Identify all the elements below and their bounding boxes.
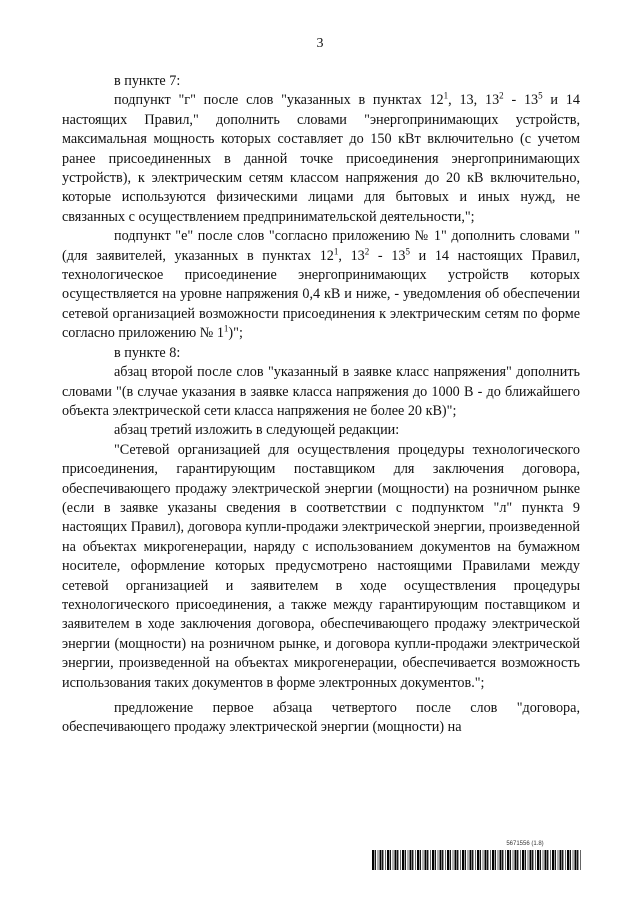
paragraph-abzac-fourth: предложение первое абзаца четвертого после слов "договора, обеспечивающего продажу электрической энергии (мощности) на bbox=[62, 700, 580, 736]
document-code: 5671556 (1.8) bbox=[506, 841, 544, 847]
paragraph-subpoint-e: подпункт "е" после слов "согласно приложению № 1" дополнить словами "(для заявителей, указанных в пунктах $12^1$, $13^2 - 13^5$ и 14 настоящих Правил, технологическое присоединение энергопринимающих устройств которых осуществляется на уровне напряжения 0,4 кВ и ниже, - уведомления об обеспечении сетевой организацией возможности присоединения к электрическим сетям по форме согласно приложению № $1^1$)"; bbox=[62, 228, 580, 342]
document-body bbox=[62, 72, 580, 738]
paragraph-subpoint-g: подпункт "г" после слов "указанных в пунктах $12^1$, 13, $13^2 - 13^5$ и 14 настоящих Правил," дополнить словами "энергопринимающих устройств, максимальная мощность которых составляет до 150 кВт включительно (с учетом ранее присоединенных в данной точке присоединения энергопринимающих устройств), к электрическим сетям классом напряжения до 20 кВ включительно, которые используются физическими лицами для бытовых и иных нужд, не связанных с осуществлением предпринимательской деятельности,"; bbox=[62, 90, 580, 225]
paragraph-abzac-second: абзац второй после слов "указанный в заявке класс напряжения" дополнить словами "(в случае указания в заявке класса напряжения до 1000 В - до ближайшего объекта электрической сети класса напряжения не более 20 кВ)"; bbox=[62, 364, 580, 419]
paragraph-p8-heading: в пункте 8: bbox=[114, 344, 181, 361]
page-number: 3 bbox=[316, 36, 324, 51]
paragraph-abzac-third-intro: абзац третий изложить в следующей редакции: bbox=[114, 422, 400, 439]
paragraph-new-wording: "Сетевой организацией для осуществления процедуры технологического присоединения, гарантирующим поставщиком для заключения договора, обеспечивающего продажу электрической энергии (мощности) на розничном рынке (если в заявке указаны сведения в соответствии с подпунктом "л" пункта 9 настоящих Правил), договора купли-продажи электрической энергии, произведенной на объектах микрогенерации, наряду с использованием документов на бумажном носителе, оформление которых предусмотрено настоящими Правилами между сетевой организацией и заявителем в ходе осуществления процедуры технологического присоединения, а также между гарантирующим поставщиком и заявителем в ходе заключения договора, обеспечивающего продажу электрической энергии (мощности) на розничном рынке, и договора купли-продажи электрической энергии, произведенной на объектах микрогенерации, обеспечивается возможность использования таких документов в форме электронных документов."; bbox=[62, 441, 580, 691]
barcode-image bbox=[372, 850, 582, 870]
paragraph-p7-heading: в пункте 7: bbox=[114, 73, 181, 89]
